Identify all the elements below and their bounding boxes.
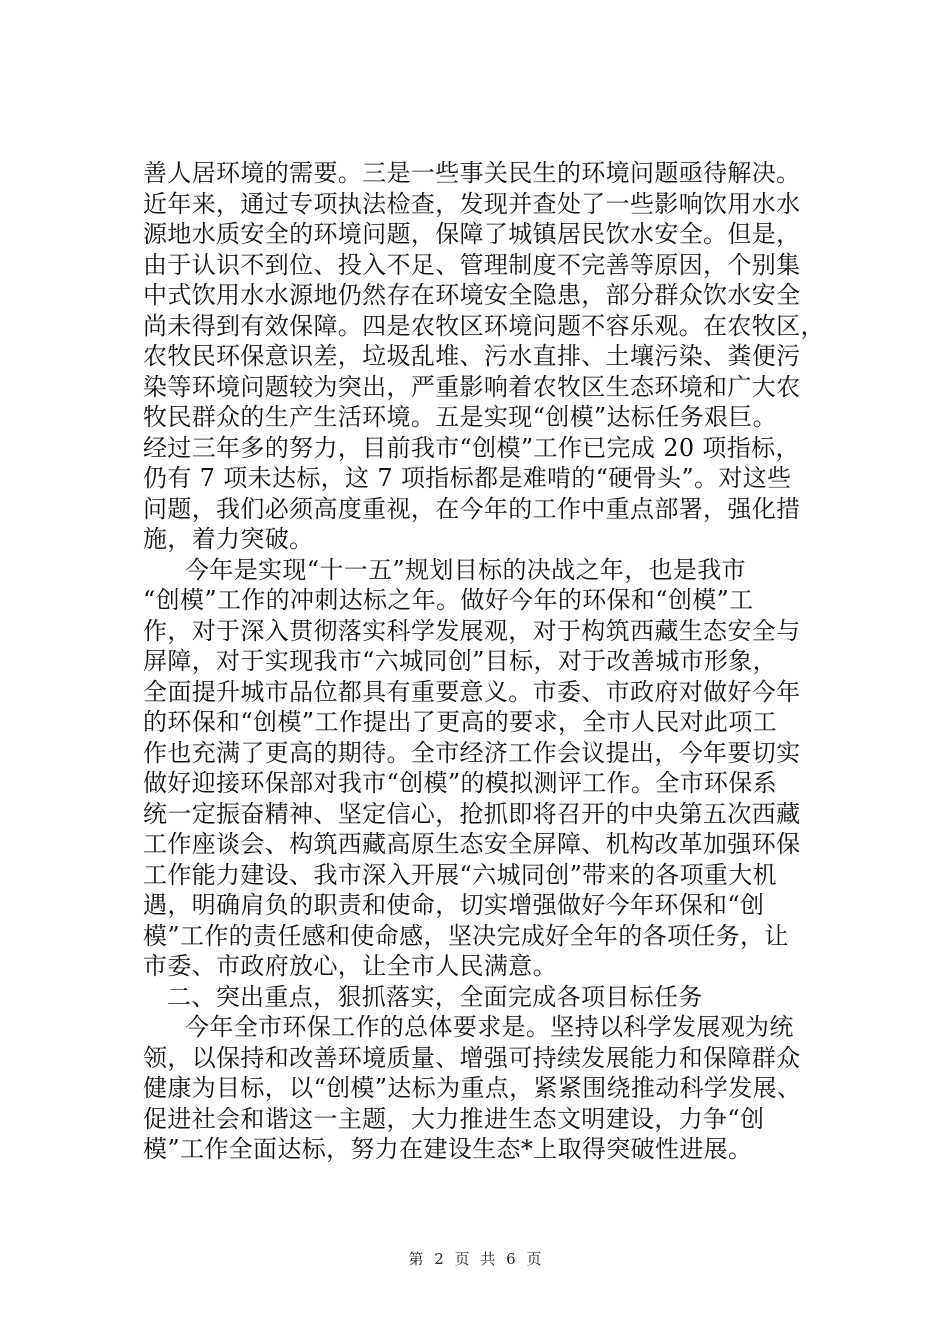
text-line: 农牧民环保意识差，垃圾乱堆、污水直排、土壤污染、粪便污 <box>143 342 801 370</box>
document-body <box>143 158 831 1165</box>
text-line: 市委、市政府放心，让全市人民满意。 <box>143 952 557 980</box>
text-line: 健康为目标，以“创模”达标为重点，紧紧围绕推动科学发展、 <box>143 1074 802 1102</box>
text-line: 施，着力突破。 <box>143 525 314 553</box>
text-line: 的环保和“创模”工作提出了更高的要求，全市人民对此项工 <box>143 708 777 736</box>
text-line: 仍有 7 项未达标，这 7 项指标都是难啃的“硬骨头”。对这些 <box>143 464 792 492</box>
text-line: 由于认识不到位、投入不足、管理制度不完善等原因，个别集 <box>143 250 801 279</box>
text-line: 近年来，通过专项执法检查，发现并查处了一些影响饮用水水 <box>143 189 801 218</box>
text-line: 作也充满了更高的期待。全市经济工作会议提出，今年要切实 <box>143 738 801 767</box>
text-line: 经过三年多的努力，目前我市“创模”工作已完成 20 项指标， <box>143 433 800 462</box>
text-line: 做好迎接环保部对我市“创模”的模拟测评工作。全市环保系 <box>143 769 777 797</box>
paragraph-first-line: 今年全市环保工作的总体要求是。坚持以科学发展观为统 <box>185 1013 794 1041</box>
text-line: 模”工作全面达标，努力在建设生态*上取得突破性进展。 <box>143 1135 753 1163</box>
text-line: 染等环境问题较为突出，严重影响着农牧区生态环境和广大农 <box>143 372 801 401</box>
text-line: “创模”工作的冲刺达标之年。做好今年的环保和“创模”工 <box>143 586 754 614</box>
text-line: 统一定振奋精神、坚定信心，抢抓即将召开的中央第五次西藏 <box>143 799 801 828</box>
page-number-footer: 第 2 页 共 6 页 <box>408 1250 542 1268</box>
section-heading: 二、突出重点，狠抓落实，全面完成各项目标任务 <box>167 982 703 1011</box>
text-line: 源地水质安全的环境问题，保障了城镇居民饮水安全。但是， <box>143 220 801 248</box>
text-line: 促进社会和谐这一主题，大力推进生态文明建设，力争“创 <box>143 1104 765 1133</box>
text-line: 工作座谈会、构筑西藏高原生态安全屏障、机构改革加强环保 <box>143 830 801 858</box>
text-line: 尚未得到有效保障。四是农牧区环境问题不容乐观。在农牧区， <box>143 311 825 340</box>
paragraph-first-line: 今年是实现“十一五”规划目标的决战之年，也是我市 <box>185 555 746 584</box>
text-line: 牧民群众的生产生活环境。五是实现“创模”达标任务艰巨。 <box>143 403 777 431</box>
text-line: 作，对于深入贯彻落实科学发展观，对于构筑西藏生态安全与 <box>143 616 801 645</box>
text-line: 善人居环境的需要。三是一些事关民生的环境问题亟待解决。 <box>143 159 801 187</box>
text-line: 屏障，对于实现我市“六城同创”目标，对于改善城市形象， <box>143 647 777 675</box>
text-line: 全面提升城市品位都具有重要意义。市委、市政府对做好今年 <box>143 677 801 706</box>
text-line: 遇，明确肩负的职责和使命，切实增强做好今年环保和“创 <box>143 891 765 919</box>
text-line: 工作能力建设、我市深入开展“六城同创”带来的各项重大机 <box>143 860 777 889</box>
text-line: 领，以保持和改善环境质量、增强可持续发展能力和保障群众 <box>143 1043 801 1072</box>
text-line: 中式饮用水水源地仍然存在环境安全隐患，部分群众饮水安全 <box>143 281 801 309</box>
text-line: 问题，我们必须高度重视，在今年的工作中重点部署，强化措 <box>143 494 801 523</box>
text-line: 模”工作的责任感和使命感，坚决完成好全年的各项任务，让 <box>143 921 789 950</box>
